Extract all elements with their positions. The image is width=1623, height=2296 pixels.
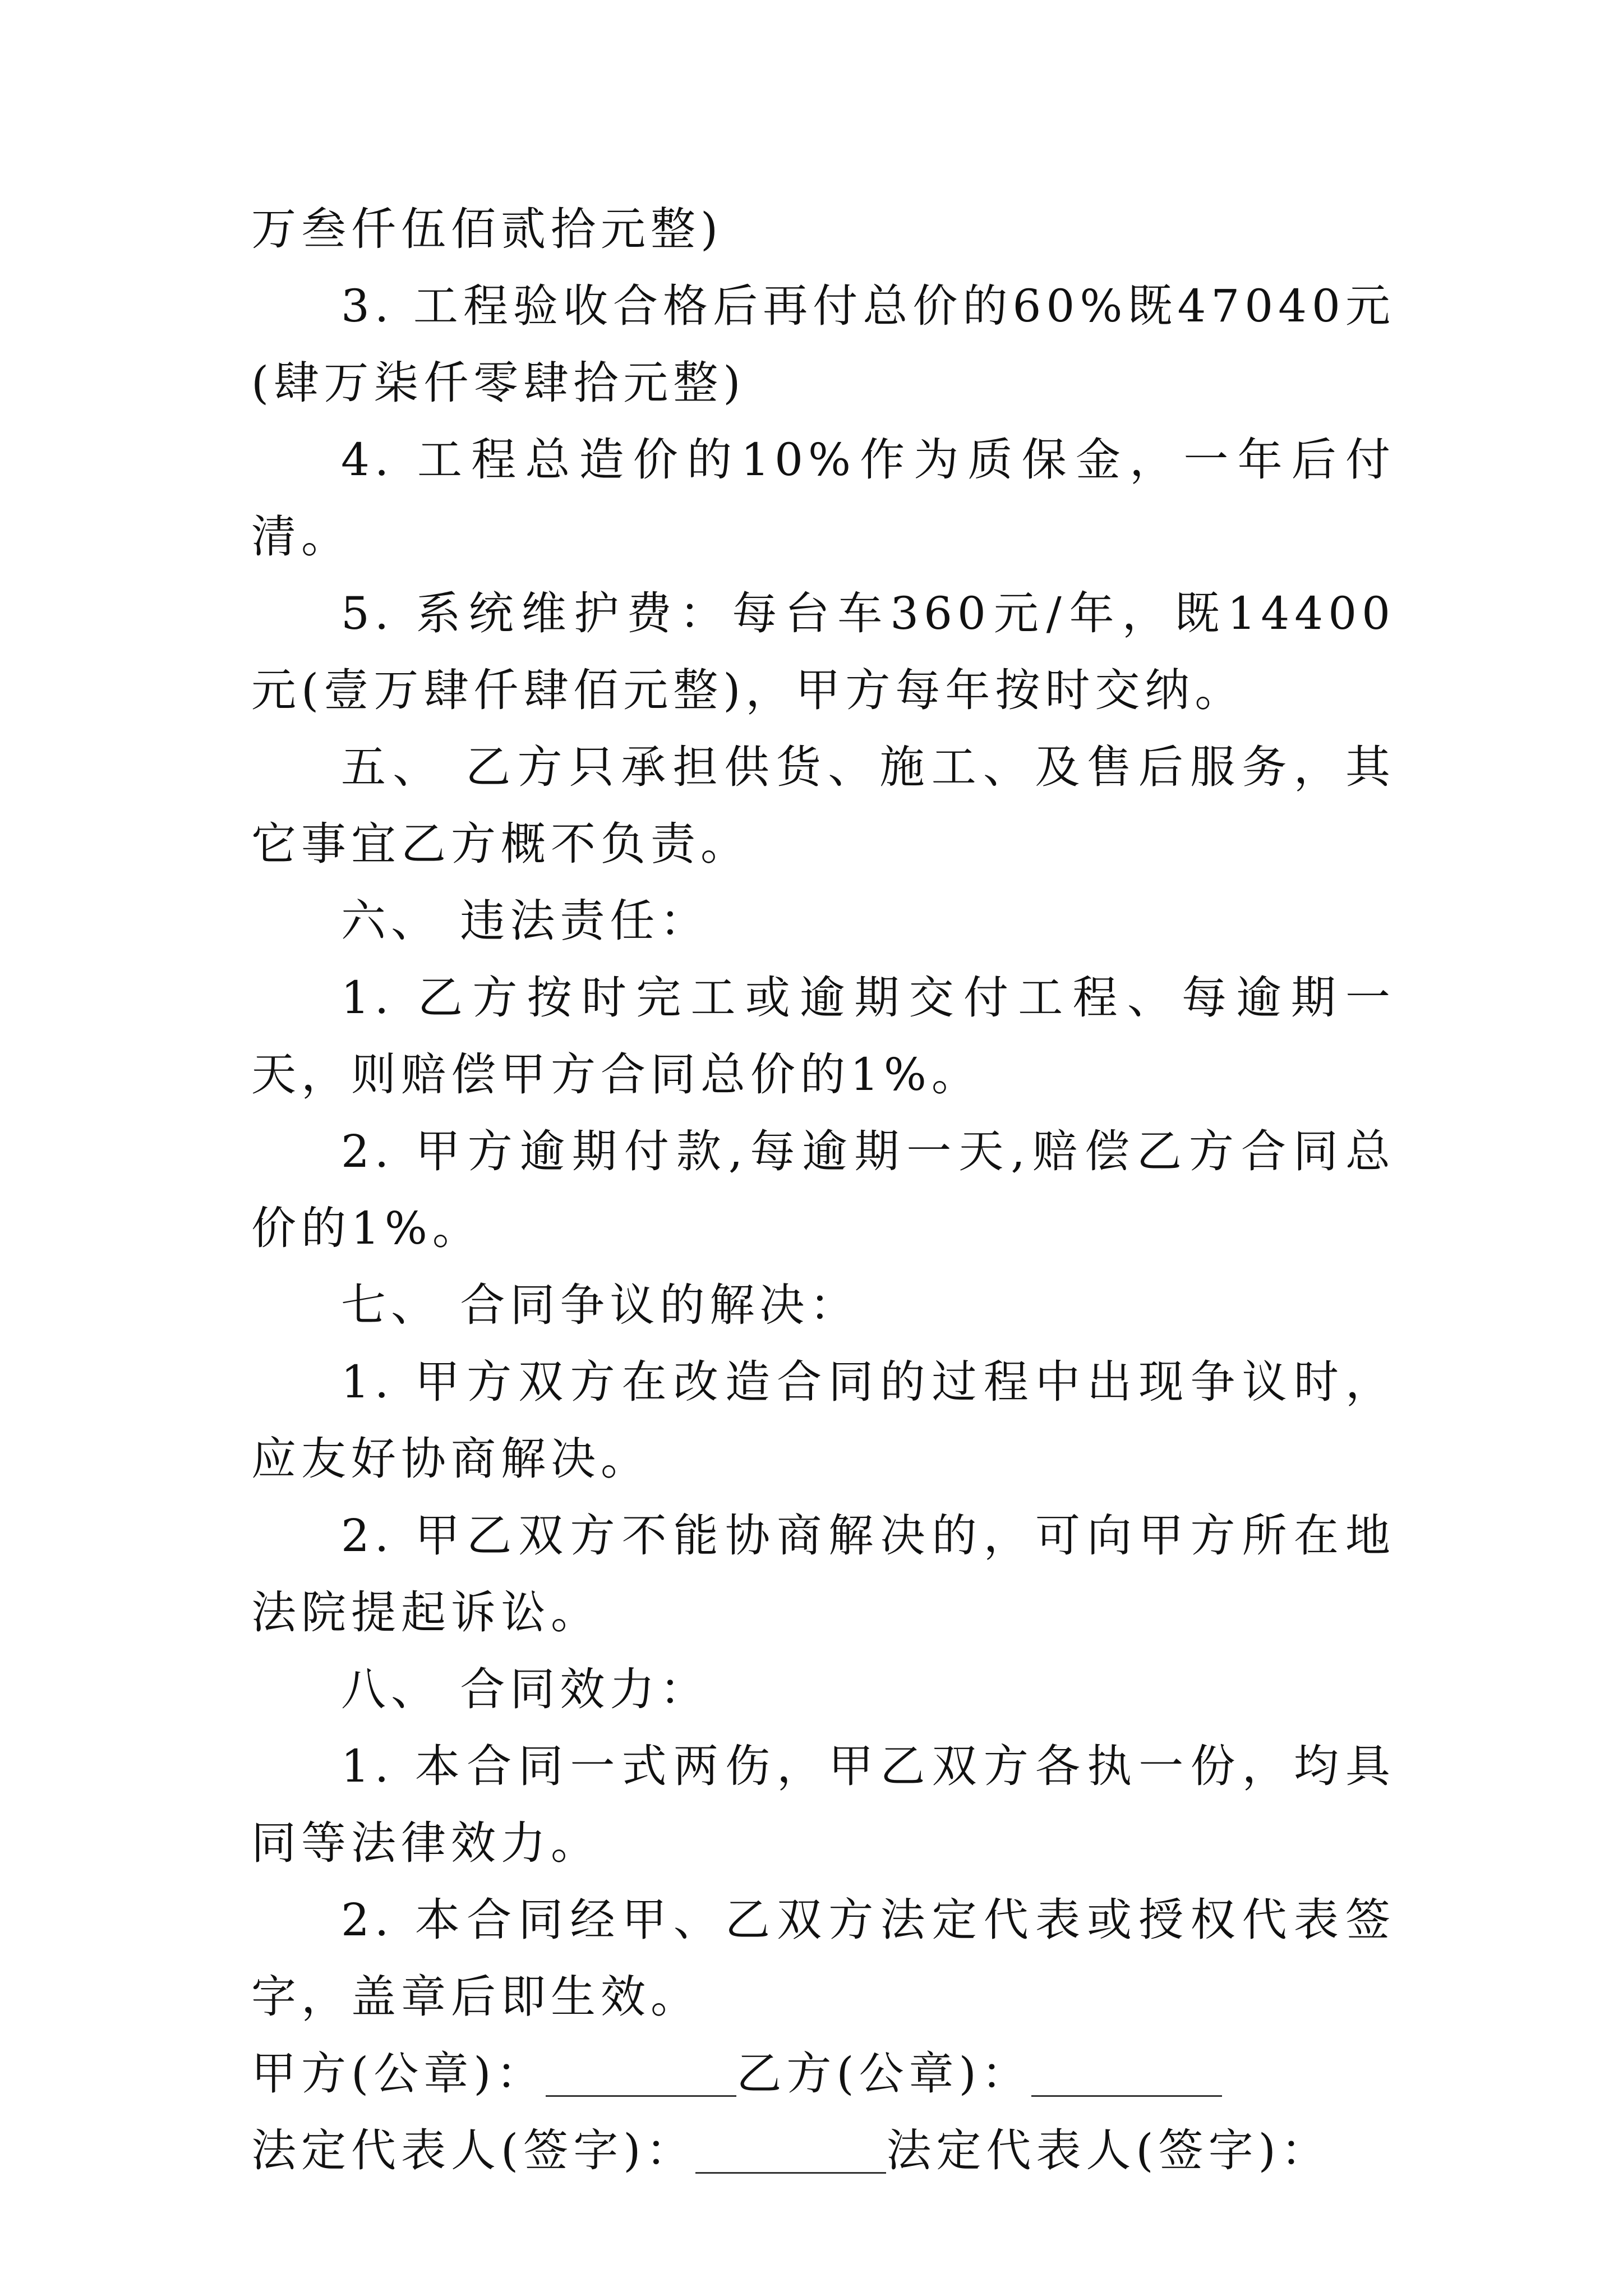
paragraph-liability-item-2: 2. 甲方逾期付款,每逾期一天,赔偿乙方合同总价的1%。 bbox=[251, 1125, 1395, 1254]
paragraph-payment-item-3: 3. 工程验收合格后再付总价的60%既47040元(肆万柒仟零肆拾元整) bbox=[251, 280, 1395, 409]
paragraph-payment-item-5: 5. 系统维护费：每台车360元/年，既14400元(壹万肆仟肆佰元整)，甲方每年按时交纳。 bbox=[251, 587, 1395, 716]
party-a-representative-label: 法定代表人(签字)： bbox=[251, 2124, 696, 2177]
paragraph-section-5: 五、 乙方只承担供货、施工、及售后服务，其它事宜乙方概不负责。 bbox=[251, 741, 1395, 870]
party-a-seal-blank bbox=[546, 2050, 736, 2097]
heading-section-7: 七、 合同争议的解决： bbox=[341, 1279, 860, 1331]
paragraph-dispute-item-1: 1. 甲方双方在改造合同的过程中出现争议时，应友好协商解决。 bbox=[251, 1356, 1395, 1485]
party-b-representative-label: 法定代表人(签字)： bbox=[886, 2124, 1331, 2177]
paragraph-liability-item-1: 1. 乙方按时完工或逾期交付工程、每逾期一天，则赔偿甲方合同总价的1%。 bbox=[251, 972, 1395, 1101]
party-a-seal-label: 甲方(公章)： bbox=[251, 2047, 546, 2100]
paragraph-validity-item-2: 2. 本合同经甲、乙双方法定代表或授权代表签字，盖章后即生效。 bbox=[251, 1894, 1395, 2023]
party-b-seal-label: 乙方(公章)： bbox=[736, 2047, 1031, 2100]
seal-line bbox=[251, 2035, 1395, 2112]
representative-line bbox=[251, 2112, 1395, 2189]
paragraph-amount-continuation: 万叁仟伍佰贰拾元整) bbox=[251, 203, 723, 255]
heading-section-6: 六、 违法责任： bbox=[341, 895, 710, 947]
party-a-representative-blank bbox=[695, 2127, 886, 2174]
paragraph-validity-item-1: 1. 本合同一式两伤，甲乙双方各执一份，均具同等法律效力。 bbox=[251, 1740, 1395, 1869]
paragraph-dispute-item-2: 2. 甲乙双方不能协商解决的，可向甲方所在地法院提起诉讼。 bbox=[251, 1510, 1395, 1639]
heading-section-8: 八、 合同效力： bbox=[341, 1663, 710, 1715]
party-b-seal-blank bbox=[1031, 2050, 1222, 2097]
contract-body bbox=[251, 191, 1395, 2189]
paragraph-payment-item-4: 4. 工程总造价的10%作为质保金，一年后付清。 bbox=[251, 434, 1395, 563]
